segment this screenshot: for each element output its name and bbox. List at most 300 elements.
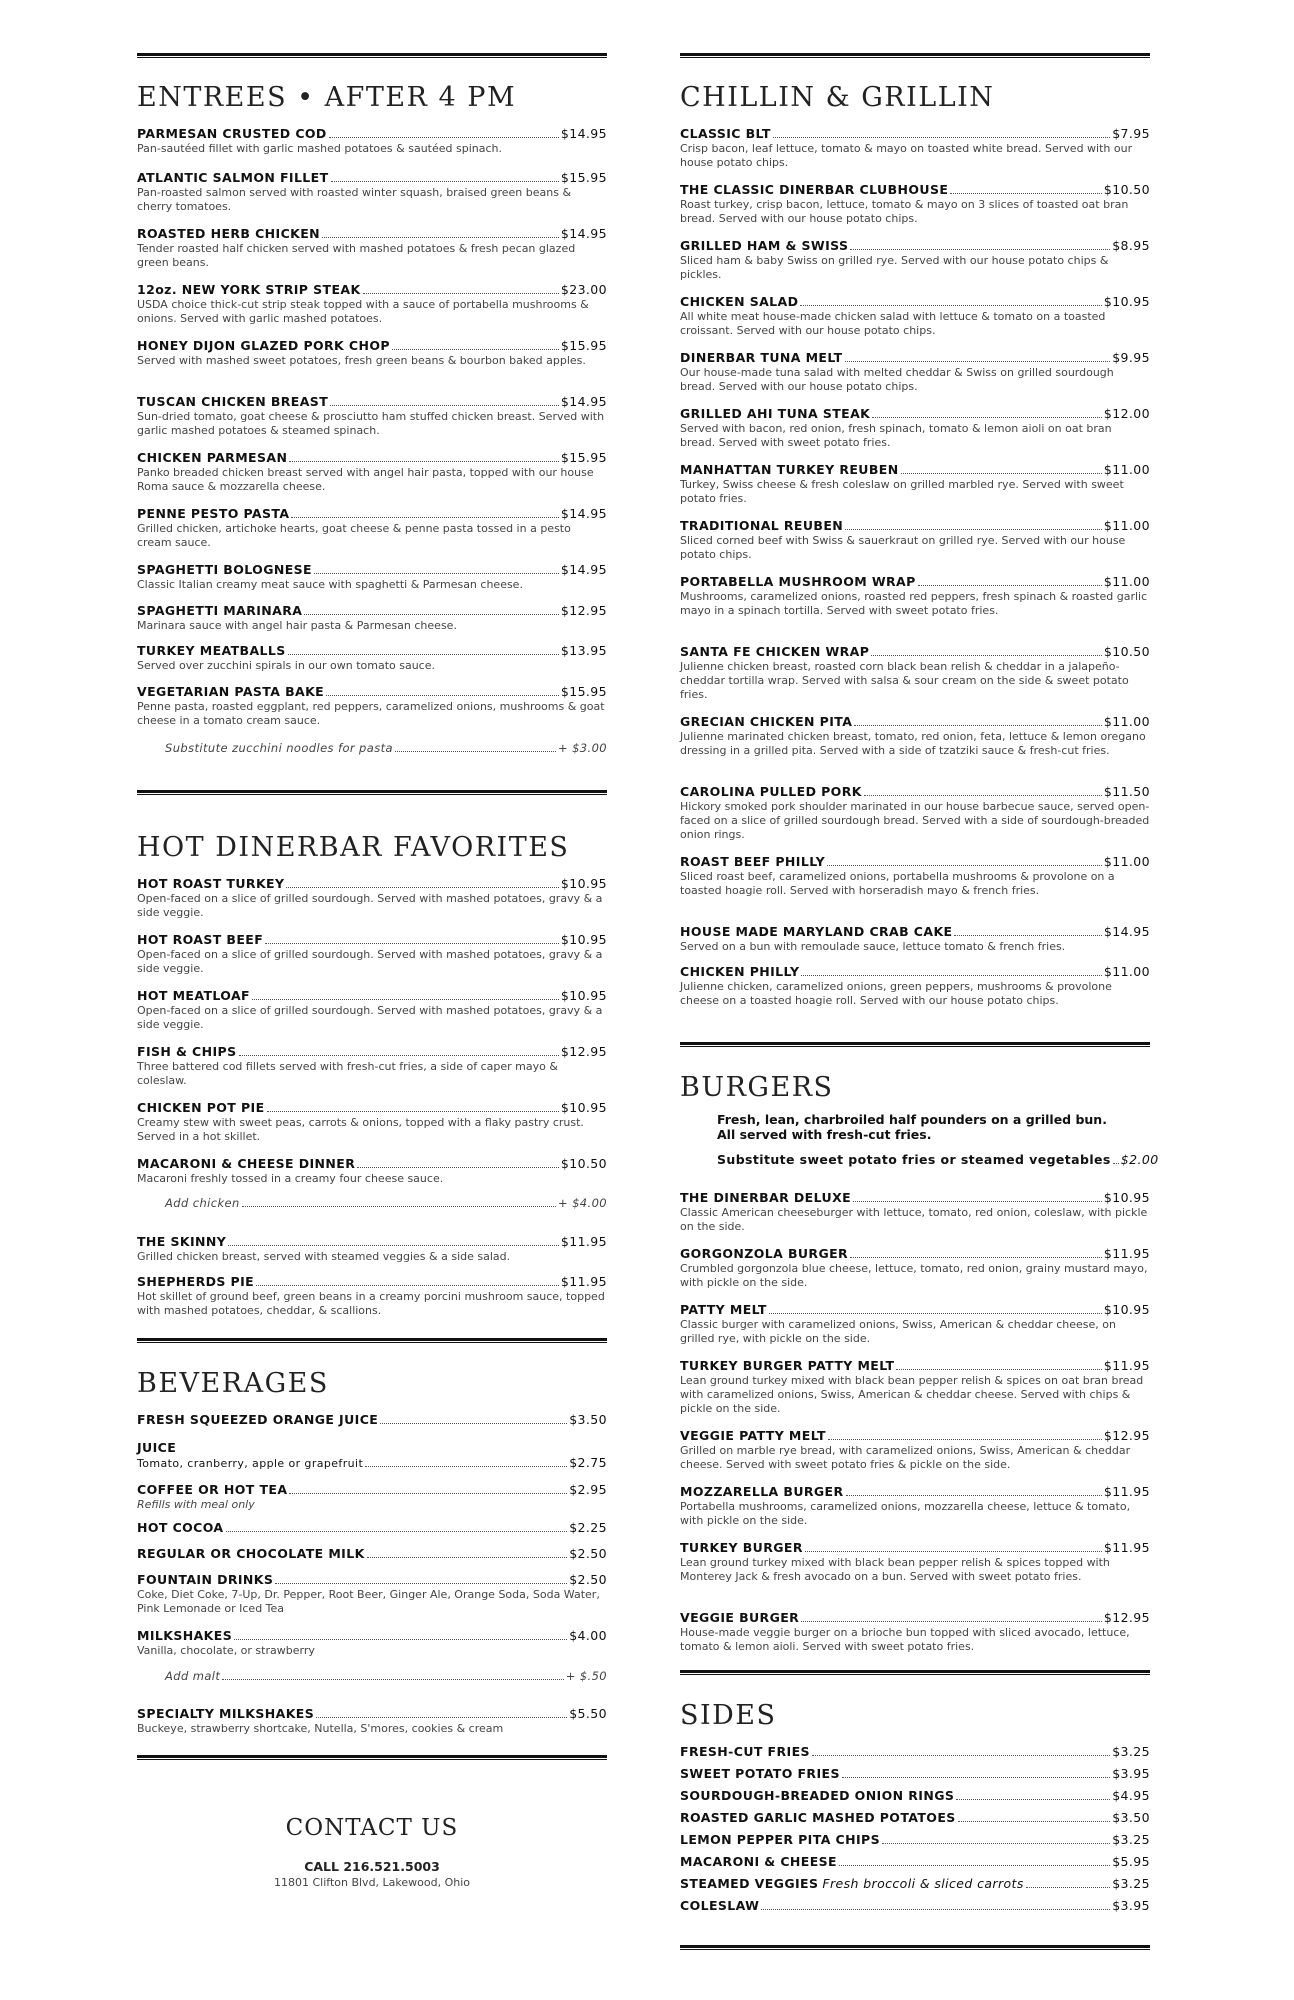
dot-leader: [365, 1466, 567, 1467]
dot-leader: [363, 293, 559, 294]
section-title-hot-dinerbar: HOT DINERBAR FAVORITES: [137, 832, 570, 863]
divider: [680, 1945, 1150, 1950]
menu-item-specialty-milkshakes: SPECIALTY MILKSHAKES $5.50 Buckeye, strawberry shortcake, Nutella, S'mores, cookies & cream: [137, 1706, 607, 1735]
item-price: $15.95: [560, 684, 607, 699]
item-description: Open-faced on a slice of grilled sourdough. Served with mashed potatoes, gravy & a side veggie.: [137, 1004, 603, 1031]
item-name: STEAMED VEGGIES: [680, 1876, 819, 1891]
item-description: Tender roasted half chicken served with mashed potatoes & fresh pecan glazed green beans.: [137, 242, 576, 269]
menu-item-12oz-new-york-strip-steak: [137, 282, 607, 326]
dot-leader: [845, 529, 1102, 530]
menu-item-turkey-meatballs: [137, 643, 607, 673]
menu-item-mozzarella-burger: [680, 1484, 1150, 1528]
item-note: Fresh broccoli & sliced carrots: [822, 1876, 1024, 1891]
item-price: $10.50: [1103, 644, 1150, 659]
dot-leader: [228, 1245, 559, 1246]
menu-item-hot-cocoa: [137, 1520, 607, 1535]
item-price: $10.95: [560, 932, 607, 947]
item-price: $12.95: [1103, 1610, 1150, 1625]
menu-item-veggie-patty-melt: [680, 1428, 1150, 1472]
item-price: $12.95: [1103, 1428, 1150, 1443]
item-description: Sliced roast beef, caramelized onions, portabella mushrooms & provolone on a toasted hoagie roll. Served with horseradish mayo & french fries.: [680, 870, 1115, 897]
item-price: $2.50: [569, 1572, 607, 1587]
item-price: $3.95: [1112, 1898, 1150, 1913]
add-chicken: Add chicken + $4.00: [165, 1196, 607, 1210]
menu-item-fresh-squeezed-orange-juice: [137, 1412, 607, 1427]
dot-leader: [842, 1777, 1110, 1778]
menu-item-juice: [137, 1440, 607, 1471]
dot-leader: [801, 1621, 1102, 1622]
item-name: THE DINERBAR DELUXE: [680, 1190, 852, 1205]
menu-item-atlantic-salmon-fillet: [137, 170, 607, 214]
dot-leader: [761, 1909, 1110, 1910]
menu-item-chicken-pot-pie: [137, 1100, 607, 1144]
item-price: $8.95: [1112, 238, 1150, 253]
item-name: GRILLED AHI TUNA STEAK: [680, 406, 871, 421]
item-name: DINERBAR TUNA MELT: [680, 350, 843, 365]
item-price: $14.95: [560, 394, 607, 409]
item-price: $4.95: [1112, 1788, 1150, 1803]
burgers-substitute: Substitute sweet potato fries or steamed vegetables $2.00: [717, 1152, 1159, 1167]
substitute-zucchini: Substitute zucchini noodles for pasta + $3.00: [165, 741, 607, 755]
item-price: $14.95: [1103, 924, 1150, 939]
item-description: Penne pasta, roasted eggplant, red peppers, caramelized onions, mushrooms & goat cheese in a tomato cream sauce.: [137, 700, 605, 727]
dot-leader: [805, 1551, 1102, 1552]
item-name: GRECIAN CHICKEN PITA: [680, 714, 853, 729]
dot-leader: [864, 795, 1102, 796]
item-price: $14.95: [560, 126, 607, 141]
dot-leader: [828, 1439, 1102, 1440]
item-name: CLASSIC BLT: [680, 126, 771, 141]
dot-leader: [800, 305, 1101, 306]
contact-title: CONTACT US: [285, 1815, 459, 1841]
item-name: COLESLAW: [680, 1898, 760, 1913]
dot-leader: [845, 361, 1111, 362]
item-price: $13.95: [560, 643, 607, 658]
dot-leader: [871, 655, 1102, 656]
item-name: REGULAR OR CHOCOLATE MILK: [137, 1546, 365, 1561]
item-description: Sliced corned beef with Swiss & sauerkraut on grilled rye. Served with our house potato chips.: [680, 534, 1126, 561]
item-price: $11.95: [1103, 1540, 1150, 1555]
item-description: Grilled chicken breast, served with steamed veggies & a side salad.: [137, 1250, 511, 1263]
item-price: $2.50: [569, 1546, 607, 1561]
dot-leader: [380, 1423, 567, 1424]
item-name: PATTY MELT: [680, 1302, 767, 1317]
dot-leader: [956, 1799, 1110, 1800]
item-name: FRESH SQUEEZED ORANGE JUICE: [137, 1412, 379, 1427]
item-price: $11.95: [560, 1274, 607, 1289]
menu-item-the-skinny: [137, 1234, 607, 1264]
item-name: HOT ROAST TURKEY: [137, 876, 285, 891]
item-price: $12.95: [560, 1044, 607, 1059]
item-description: Panko breaded chicken breast served with angel hair pasta, topped with our house Roma sauce & mozzarella cheese.: [137, 466, 594, 493]
item-description: Classic American cheeseburger with lettuce, tomato, red onion, coleslaw, with pickle on the side.: [680, 1206, 1148, 1233]
dot-leader: [854, 725, 1102, 726]
dot-leader: [853, 1201, 1102, 1202]
menu-item-the-classic-dinerbar-clubhouse: [680, 182, 1150, 226]
menu-item-carolina-pulled-pork: [680, 784, 1150, 842]
dot-leader: [226, 1531, 568, 1532]
item-price: $11.00: [1103, 714, 1150, 729]
item-price: $14.95: [560, 562, 607, 577]
item-price: $11.00: [1103, 854, 1150, 869]
dot-leader: [846, 1495, 1102, 1496]
dot-leader: [329, 137, 559, 138]
item-name: TURKEY BURGER PATTY MELT: [680, 1358, 895, 1373]
dot-leader: [267, 1111, 559, 1112]
item-price: $3.50: [569, 1412, 607, 1427]
dot-leader: [265, 943, 559, 944]
menu-item-roasted-herb-chicken: [137, 226, 607, 270]
menu-item-grilled-ahi-tuna-steak: [680, 406, 1150, 450]
menu-item-spaghetti-marinara: [137, 603, 607, 633]
burgers-intro-1: Fresh, lean, charbroiled half pounders on a grilled bun.: [717, 1112, 1107, 1127]
dot-leader: [392, 349, 559, 350]
item-description: Three battered cod fillets served with fresh-cut fries, a side of caper mayo & coleslaw.: [137, 1060, 558, 1087]
dot-leader: [234, 1639, 567, 1640]
dot-leader: [331, 181, 559, 182]
menu-item-traditional-reuben: [680, 518, 1150, 562]
dot-leader: [291, 517, 558, 518]
dot-leader: [314, 573, 559, 574]
item-description: USDA choice thick-cut strip steak topped with a sauce of portabella mushrooms & onions. Served with garlic mashed potatoes.: [137, 298, 589, 325]
menu-item-macaroni-cheese-dinner: [137, 1156, 607, 1186]
dot-leader: [901, 473, 1102, 474]
item-name: ROASTED HERB CHICKEN: [137, 226, 321, 241]
item-name: PORTABELLA MUSHROOM WRAP: [680, 574, 916, 589]
item-price: $10.95: [1103, 1190, 1150, 1205]
item-name: CHICKEN SALAD: [680, 294, 799, 309]
menu-item-hot-meatloaf: [137, 988, 607, 1032]
item-price: $3.95: [1112, 1766, 1150, 1781]
dot-leader: [773, 137, 1110, 138]
menu-item-coffee-or-hot-tea: [137, 1482, 607, 1512]
menu-item-shepherds-pie: [137, 1274, 607, 1318]
divider: [680, 1670, 1150, 1675]
dot-leader: [827, 865, 1102, 866]
item-name: SPAGHETTI BOLOGNESE: [137, 562, 312, 577]
menu-item-santa-fe-chicken-wrap: [680, 644, 1150, 702]
menu-item-chicken-parmesan: [137, 450, 607, 494]
item-price: $2.75: [569, 1455, 607, 1470]
dot-leader: [1026, 1887, 1110, 1888]
item-description: Roast turkey, crisp bacon, lettuce, tomato & mayo on 3 slices of toasted oat bran bread. Served with our house potato chips.: [680, 198, 1129, 225]
dot-leader: [769, 1313, 1102, 1314]
item-description: Served on a bun with remoulade sauce, lettuce tomato & french fries.: [680, 940, 1066, 953]
menu-item-house-made-maryland-crab-cake: [680, 924, 1150, 954]
side-item-lemon-pepper-pita-chips: [680, 1832, 1150, 1847]
menu-item-turkey-burger-patty-melt: [680, 1358, 1150, 1416]
item-price: $12.00: [1103, 406, 1150, 421]
item-price: $3.25: [1112, 1744, 1150, 1759]
add-malt: Add malt + $.50: [165, 1669, 607, 1683]
item-name: MOZZARELLA BURGER: [680, 1484, 844, 1499]
item-price: $11.95: [1103, 1246, 1150, 1261]
menu-item-portabella-mushroom-wrap: [680, 574, 1150, 618]
item-description: Coke, Diet Coke, 7-Up, Dr. Pepper, Root Beer, Ginger Ale, Orange Soda, Soda Water, Pink Lemonade or Iced Tea: [137, 1588, 600, 1615]
contact-phone[interactable]: CALL 216.521.5003: [304, 1859, 440, 1874]
menu-item-veggie-burger: [680, 1610, 1150, 1654]
divider: [137, 1338, 607, 1343]
item-description: Crisp bacon, leaf lettuce, tomato & mayo on toasted white bread. Served with our house potato chips.: [680, 142, 1133, 169]
dot-leader: [330, 405, 559, 406]
item-name: ATLANTIC SALMON FILLET: [137, 170, 329, 185]
item-description: Hot skillet of ground beef, green beans in a creamy porcini mushroom sauce, topped with mashed potatoes, cheddar, & scallions.: [137, 1290, 605, 1317]
menu-item-chicken-salad: [680, 294, 1150, 338]
item-price: $11.00: [1103, 574, 1150, 589]
dot-leader: [256, 1285, 559, 1286]
item-price: $11.50: [1103, 784, 1150, 799]
menu-item-hot-roast-beef: [137, 932, 607, 976]
item-name: THE CLASSIC DINERBAR CLUBHOUSE: [680, 182, 949, 197]
item-description: Julienne chicken, caramelized onions, green peppers, mushrooms & provolone cheese on a toasted hoagie roll. Served with our house potato chips.: [680, 980, 1112, 1007]
contact-address: 11801 Clifton Blvd, Lakewood, Ohio: [273, 1876, 471, 1889]
side-item-sourdough-breaded-onion-rings: [680, 1788, 1150, 1803]
menu-item-grecian-chicken-pita: [680, 714, 1150, 758]
item-price: $11.00: [1103, 462, 1150, 477]
item-price: $11.95: [1103, 1358, 1150, 1373]
item-description: Pan-sautéed fillet with garlic mashed potatoes & sautéed spinach.: [137, 142, 502, 155]
item-name: HOT COCOA: [137, 1520, 224, 1535]
item-description: Lean ground turkey mixed with black bean pepper relish & spices topped with Monterey Jack & fresh avocado on a bun. Served with sweet potato fries.: [680, 1556, 1110, 1583]
item-description: Grilled on marble rye bread, with caramelized onions, Swiss, American & cheddar cheese. Served with sweet potato fries & pickle on the side.: [680, 1444, 1131, 1471]
dot-leader: [275, 1583, 567, 1584]
item-price: $14.95: [560, 226, 607, 241]
menu-item-vegetarian-pasta-bake: [137, 684, 607, 728]
item-name: FRESH-CUT FRIES: [680, 1744, 810, 1759]
side-item-fresh-cut-fries: [680, 1744, 1150, 1759]
item-description: Julienne marinated chicken breast, tomato, red onion, feta, lettuce & lemon oregano dressing in a grilled pita. Served with a side of tzatziki sauce & fresh-cut fries.: [680, 730, 1146, 757]
item-description: Turkey, Swiss cheese & fresh coleslaw on grilled marbled rye. Served with sweet potato fries.: [680, 478, 1124, 505]
menu-item-spaghetti-bolognese: [137, 562, 607, 592]
item-price: $10.95: [560, 876, 607, 891]
menu-item-patty-melt: [680, 1302, 1150, 1346]
side-item-macaroni-cheese: [680, 1854, 1150, 1869]
item-description: Served with mashed sweet potatoes, fresh green beans & bourbon baked apples.: [137, 354, 586, 367]
divider: [137, 53, 607, 58]
menu-item-hot-roast-turkey: [137, 876, 607, 920]
item-name: VEGETARIAN PASTA BAKE: [137, 684, 325, 699]
item-price: $11.00: [1103, 964, 1150, 979]
section-title-beverages: BEVERAGES: [137, 1368, 329, 1399]
item-price: $3.25: [1112, 1832, 1150, 1847]
item-description: Served over zucchini spirals in our own tomato sauce.: [137, 659, 435, 672]
item-description: Grilled chicken, artichoke hearts, goat cheese & penne pasta tossed in a pesto cream sauce.: [137, 522, 571, 549]
item-description: Vanilla, chocolate, or strawberry: [137, 1644, 315, 1657]
item-price: $10.95: [560, 1100, 607, 1115]
item-name: FOUNTAIN DRINKS: [137, 1572, 274, 1587]
item-price: $11.00: [1103, 518, 1150, 533]
item-description: Mushrooms, caramelized onions, roasted red peppers, fresh spinach & roasted garlic mayo in a spinach tortilla. Served with sweet potato fries.: [680, 590, 1148, 617]
item-name: COFFEE OR HOT TEA: [137, 1482, 288, 1497]
menu-item-honey-dijon-glazed-pork-chop: [137, 338, 607, 368]
dot-leader: [289, 461, 559, 462]
item-price: $15.95: [560, 450, 607, 465]
item-description: Portabella mushrooms, caramelized onions, mozzarella cheese, lettuce & tomato, with pickle on the side.: [680, 1500, 1131, 1527]
dot-leader: [882, 1843, 1110, 1844]
dot-leader: [801, 975, 1101, 976]
menu-item-turkey-burger: [680, 1540, 1150, 1584]
item-price: $4.00: [569, 1628, 607, 1643]
side-item-sweet-potato-fries: [680, 1766, 1150, 1781]
item-description: Creamy stew with sweet peas, carrots & onions, topped with a flaky pastry crust. Served in a hot skillet.: [137, 1116, 584, 1143]
divider: [680, 53, 1150, 58]
item-name: HONEY DIJON GLAZED PORK CHOP: [137, 338, 390, 353]
item-name: SANTA FE CHICKEN WRAP: [680, 644, 870, 659]
item-name: CHICKEN PARMESAN: [137, 450, 288, 465]
menu-item-milkshakes: [137, 1628, 607, 1658]
section-title-sides: SIDES: [680, 1700, 777, 1731]
item-description: Served with bacon, red onion, fresh spinach, tomato & lemon aioli on oat bran bread. Served with sweet potato fries.: [680, 422, 1112, 449]
item-description: Open-faced on a slice of grilled sourdough. Served with mashed potatoes, gravy & a side veggie.: [137, 892, 603, 919]
menu-item-gorgonzola-burger: [680, 1246, 1150, 1290]
item-name: THE SKINNY: [137, 1234, 227, 1249]
item-price: $5.95: [1112, 1854, 1150, 1869]
dot-leader: [896, 1369, 1101, 1370]
item-name: HOUSE MADE MARYLAND CRAB CAKE: [680, 924, 953, 939]
menu-item-dinerbar-tuna-melt: [680, 350, 1150, 394]
item-name: CAROLINA PULLED PORK: [680, 784, 862, 799]
item-description: Sliced ham & baby Swiss on grilled rye. Served with our house potato chips & pickles.: [680, 254, 1109, 281]
dot-leader: [357, 1167, 559, 1168]
menu-item-tuscan-chicken-breast: [137, 394, 607, 438]
menu-item-penne-pesto-pasta: [137, 506, 607, 550]
item-name: SWEET POTATO FRIES: [680, 1766, 840, 1781]
item-description: Refills with meal only: [137, 1498, 255, 1511]
item-name: LEMON PEPPER PITA CHIPS: [680, 1832, 880, 1847]
item-name: CHICKEN PHILLY: [680, 964, 800, 979]
item-description: Hickory smoked pork shoulder marinated in our house barbecue sauce, served open-faced on a slice of grilled sourdough bread. Served with a side of sourdough-breaded onion rings.: [680, 800, 1150, 841]
item-description: Sun-dried tomato, goat cheese & prosciutto ham stuffed chicken breast. Served with garlic mashed potatoes & steamed spinach.: [137, 410, 605, 437]
item-price: $10.95: [560, 988, 607, 1003]
side-item-coleslaw: [680, 1898, 1150, 1913]
item-description: Classic Italian creamy meat sauce with spaghetti & Parmesan cheese.: [137, 578, 523, 591]
dot-leader: [954, 935, 1101, 936]
dot-leader: [850, 249, 1110, 250]
menu-item-manhattan-turkey-reuben: [680, 462, 1150, 506]
item-description: House-made veggie burger on a brioche bun topped with sliced avocado, lettuce, tomato & lemon aioli. Served with sweet potato fries.: [680, 1626, 1130, 1653]
item-price: $23.00: [560, 282, 607, 297]
item-name: PENNE PESTO PASTA: [137, 506, 290, 521]
item-price: $2.25: [569, 1520, 607, 1535]
section-title-burgers: BURGERS: [680, 1072, 834, 1103]
item-description: Crumbled gorgonzola blue cheese, lettuce, tomato, red onion, grainy mustard mayo, with pickle on the side.: [680, 1262, 1148, 1289]
dot-leader: [950, 193, 1102, 194]
item-name: MACARONI & CHEESE: [680, 1854, 837, 1869]
divider: [137, 1755, 607, 1760]
item-name: HOT MEATLOAF: [137, 988, 250, 1003]
menu-item-fountain-drinks: [137, 1572, 607, 1616]
item-name: MILKSHAKES: [137, 1628, 233, 1643]
dot-leader: [918, 585, 1102, 586]
dot-leader: [289, 1493, 567, 1494]
side-item-roasted-garlic-mashed-potatoes: [680, 1810, 1150, 1825]
item-description: Open-faced on a slice of grilled sourdough. Served with mashed potatoes, gravy & a side veggie.: [137, 948, 603, 975]
item-name: PARMESAN CRUSTED COD: [137, 126, 327, 141]
item-description: Classic burger with caramelized onions, Swiss, American & cheddar cheese, on grilled rye, with pickle on the side.: [680, 1318, 1116, 1345]
item-price: $10.50: [1103, 182, 1150, 197]
item-price: $15.95: [560, 338, 607, 353]
section-title-entrees: ENTREES • AFTER 4 PM: [137, 82, 517, 113]
item-name: GORGONZOLA BURGER: [680, 1246, 849, 1261]
dot-leader: [839, 1865, 1110, 1866]
divider: [137, 790, 607, 795]
dot-leader: [304, 614, 559, 615]
item-description: All white meat house-made chicken salad with lettuce & tomato on a toasted croissant. Served with our house potato chips.: [680, 310, 1106, 337]
side-item-steamed-veggies: [680, 1876, 1150, 1891]
item-price: $14.95: [560, 506, 607, 521]
dot-leader: [958, 1821, 1111, 1822]
item-price: $10.50: [560, 1156, 607, 1171]
menu-item-grilled-ham-swiss: [680, 238, 1150, 282]
dot-leader: [286, 887, 558, 888]
menu-item-regular-or-chocolate-milk: [137, 1546, 607, 1561]
menu-item-classic-blt: [680, 126, 1150, 170]
item-price: $9.95: [1112, 350, 1150, 365]
item-price: $3.50: [1112, 1810, 1150, 1825]
item-price: $11.95: [560, 1234, 607, 1249]
item-name: MACARONI & CHEESE DINNER: [137, 1156, 356, 1171]
item-description: Lean ground turkey mixed with black bean pepper relish & spices on oat bran bread with caramelized onions, Swiss, American & cheddar cheese. Served with chips & pickle on the side.: [680, 1374, 1144, 1415]
item-name: TUSCAN CHICKEN BREAST: [137, 394, 329, 409]
menu-item-fish-chips: [137, 1044, 607, 1088]
item-name: VEGGIE PATTY MELT: [680, 1428, 826, 1443]
item-price: $15.95: [560, 170, 607, 185]
item-price: $3.25: [1112, 1876, 1150, 1891]
item-name: HOT ROAST BEEF: [137, 932, 264, 947]
menu-item-roast-beef-philly: [680, 854, 1150, 898]
item-name: VEGGIE BURGER: [680, 1610, 800, 1625]
dot-leader: [322, 237, 559, 238]
item-price: $12.95: [560, 603, 607, 618]
item-name: ROAST BEEF PHILLY: [680, 854, 826, 869]
item-name: 12oz. NEW YORK STRIP STEAK: [137, 282, 361, 297]
item-name: TURKEY MEATBALLS: [137, 643, 286, 658]
item-description: Julienne chicken breast, roasted corn black bean relish & cheddar in a jalapeño-cheddar tortilla wrap. Served with salsa & sour cream on the side & sweet potato fries.: [680, 660, 1129, 701]
item-price: $10.95: [1103, 1302, 1150, 1317]
item-name: SOURDOUGH-BREADED ONION RINGS: [680, 1788, 955, 1803]
dot-leader: [326, 695, 559, 696]
item-description: Pan-roasted salmon served with roasted winter squash, braised green beans & cherry tomatoes.: [137, 186, 572, 213]
dot-leader: [252, 999, 559, 1000]
item-name: ROASTED GARLIC MASHED POTATOES: [680, 1810, 956, 1825]
item-name: SPAGHETTI MARINARA: [137, 603, 303, 618]
item-price: $2.95: [569, 1482, 607, 1497]
dot-leader: [850, 1257, 1102, 1258]
divider: [680, 1042, 1150, 1047]
item-description: Tomato, cranberry, apple or grapefruit: [137, 1457, 364, 1470]
item-price: $10.95: [1103, 294, 1150, 309]
dot-leader: [288, 654, 559, 655]
item-name: FISH & CHIPS: [137, 1044, 237, 1059]
item-name: TURKEY BURGER: [680, 1540, 803, 1555]
menu-item-chicken-philly: [680, 964, 1150, 1008]
item-name: SHEPHERDS PIE: [137, 1274, 255, 1289]
item-name: CHICKEN POT PIE: [137, 1100, 265, 1115]
item-name: MANHATTAN TURKEY REUBEN: [680, 462, 899, 477]
item-description: Our house-made tuna salad with melted cheddar & Swiss on grilled sourdough bread. Served with our house potato chips.: [680, 366, 1114, 393]
menu-item-the-dinerbar-deluxe: [680, 1190, 1150, 1234]
item-name: JUICE: [137, 1440, 177, 1455]
dot-leader: [872, 417, 1102, 418]
dot-leader: [367, 1557, 568, 1558]
item-price: $11.95: [1103, 1484, 1150, 1499]
item-description: Marinara sauce with angel hair pasta & Parmesan cheese.: [137, 619, 457, 632]
menu-item-parmesan-crusted-cod: [137, 126, 607, 156]
section-title-chillin-grillin: CHILLIN & GRILLIN: [680, 82, 995, 113]
item-name: TRADITIONAL REUBEN: [680, 518, 844, 533]
item-name: GRILLED HAM & SWISS: [680, 238, 849, 253]
dot-leader: [812, 1755, 1110, 1756]
